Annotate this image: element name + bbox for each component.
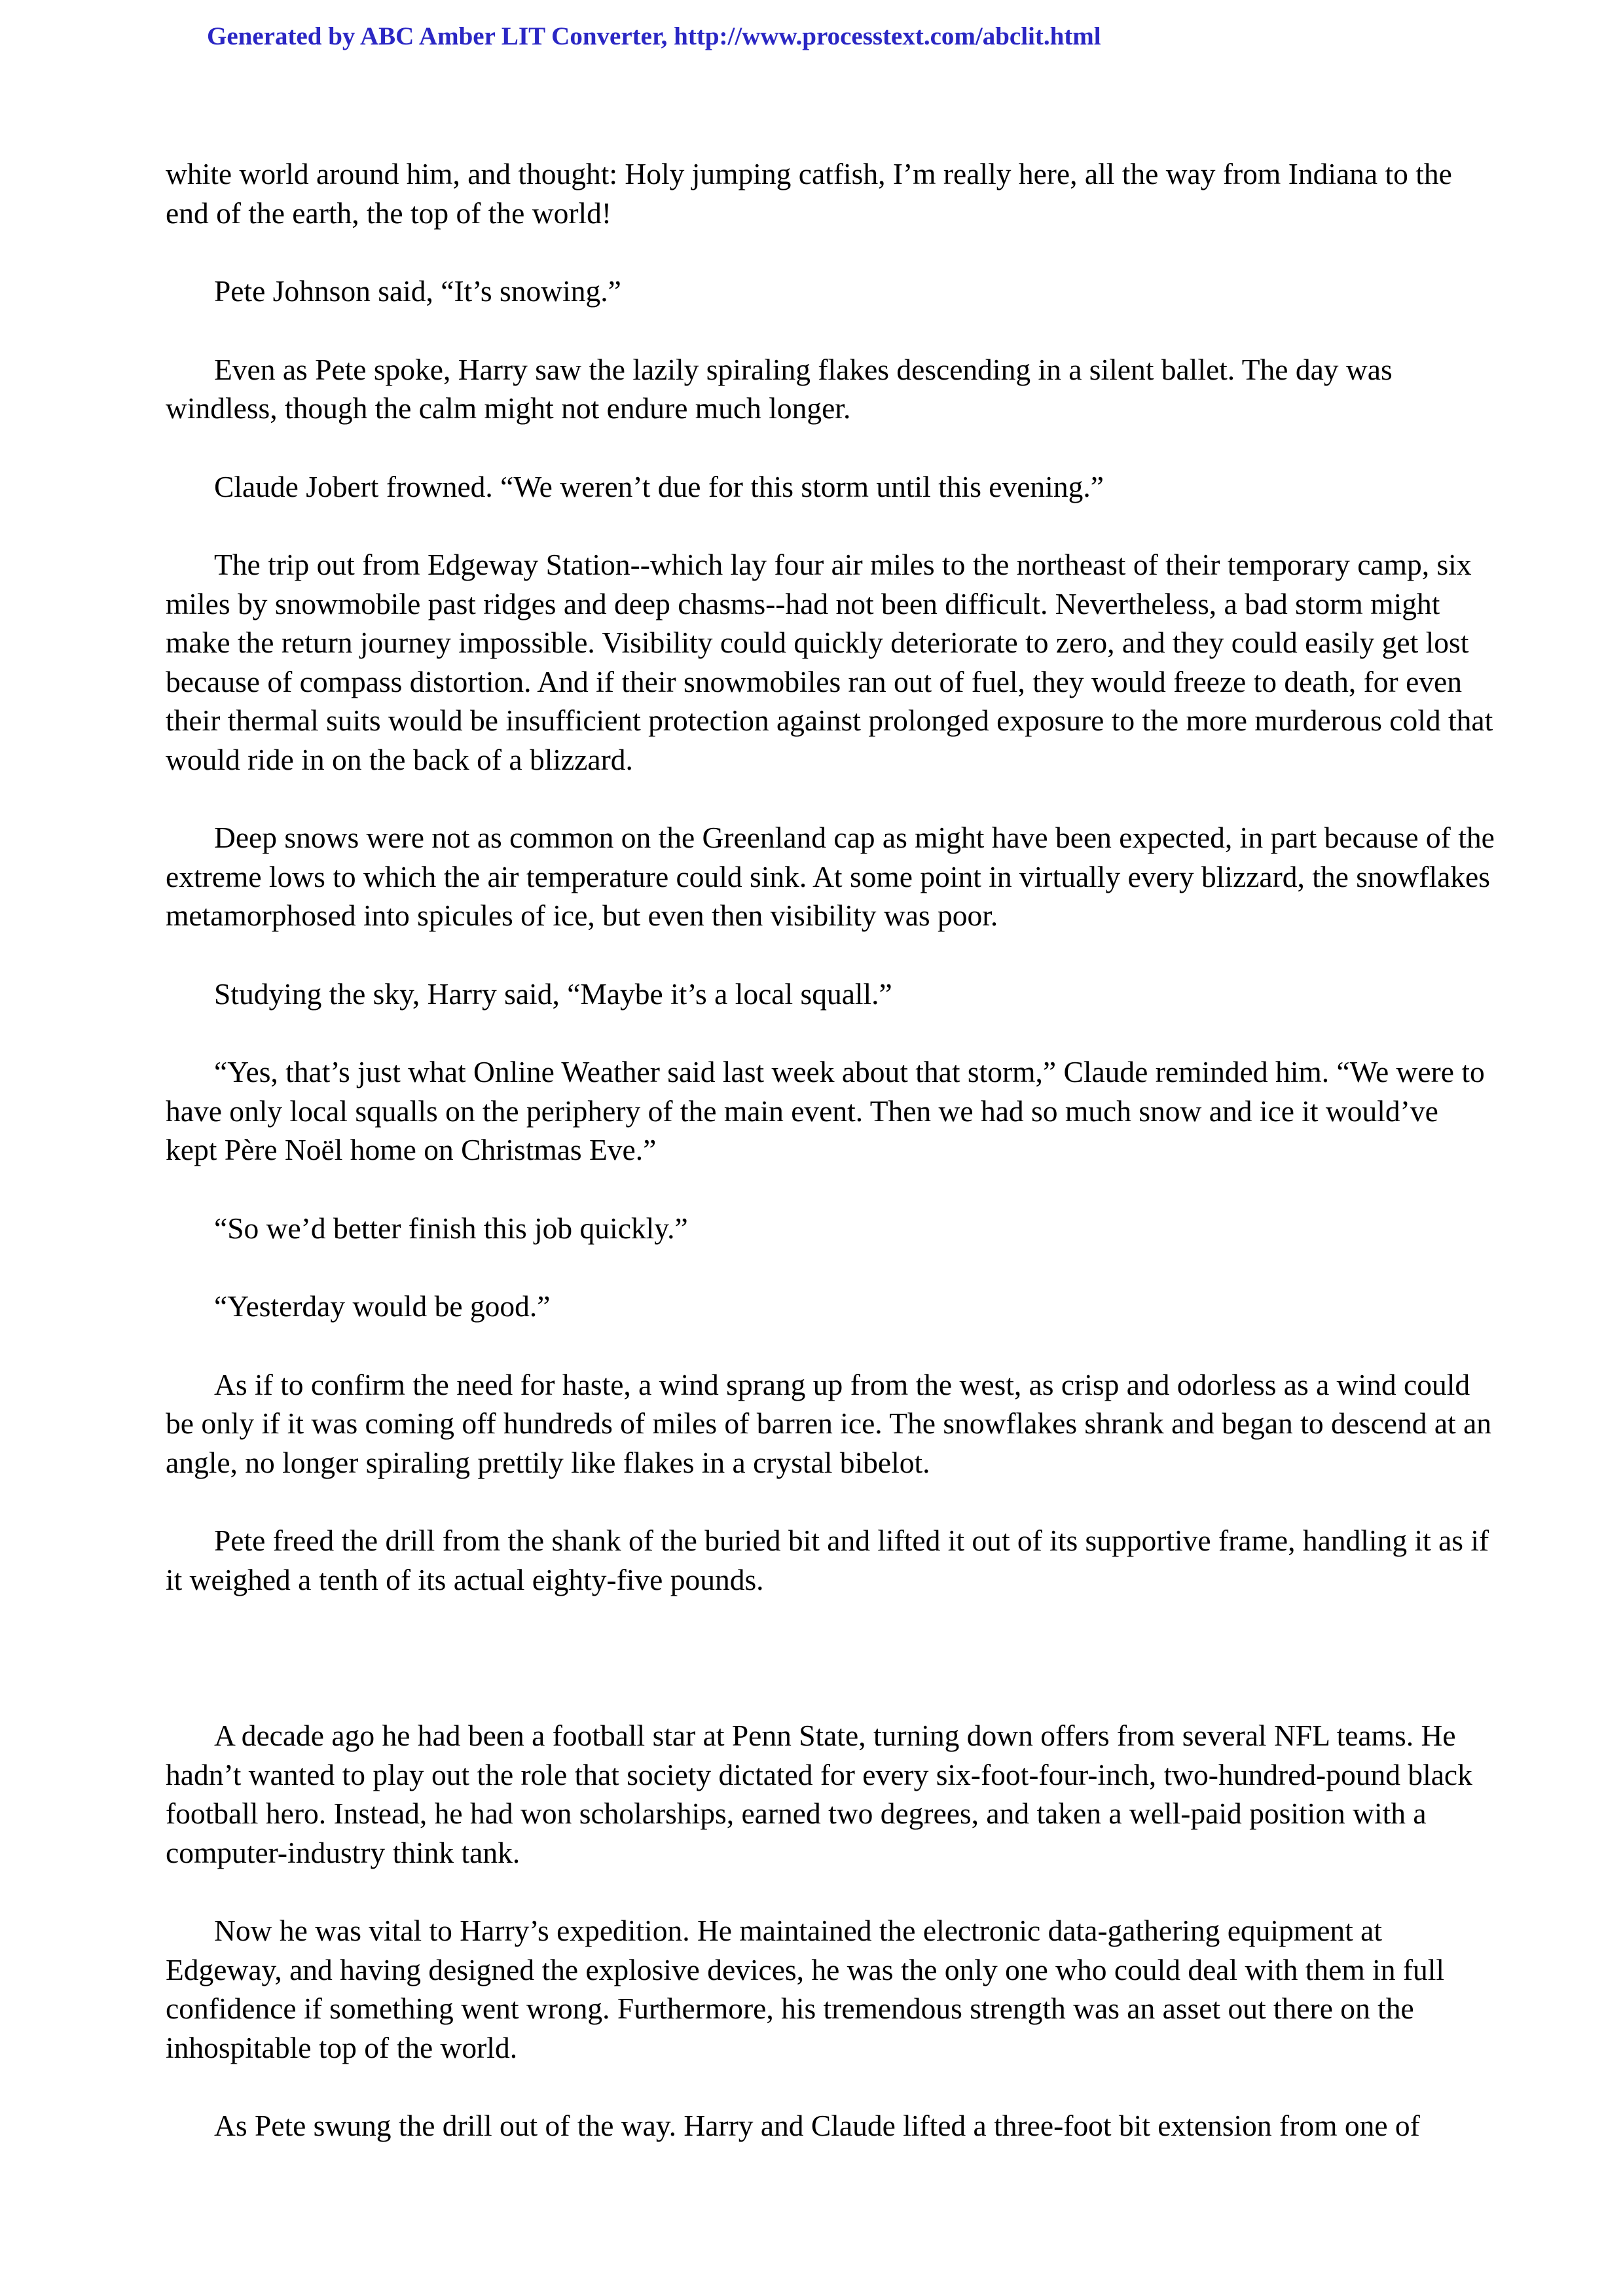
paragraph-3: Even as Pete spoke, Harry saw the lazily spiraling flakes descending in a silent ballet. The day was windless, though the calm might not endure much longer.: [166, 352, 1393, 425]
paragraph-8: “Yes, that’s just what Online Weather said last week about that storm,” Claude reminded him. “We were to have only local squalls on the periphery of the main event. Then we had so much snow and ice it would’ve kept Père Noël home on Christmas Eve.”: [166, 1055, 1485, 1166]
paragraph-10: “Yesterday would be good.”: [214, 1289, 551, 1323]
paragraph-4: Claude Jobert frowned. “We weren’t due for this storm until this evening.”: [214, 469, 1104, 503]
paragraph-13: A decade ago he had been a football star at Penn State, turning down offers from several NFL teams. He hadn’t wanted to play out the role that society dictated for every six-foot-four-inch, two-hundred-pound black football hero. Instead, he had won scholarships, earned two degrees, and taken a well-paid position with a computer-industry think tank.: [166, 1719, 1472, 1869]
paragraph-7: Studying the sky, Harry said, “Maybe it’s a local squall.”: [214, 977, 892, 1011]
converter-header: Generated by ABC Amber LIT Converter, http://www.processtext.com/abclit.html: [207, 22, 1101, 50]
paragraph-6: Deep snows were not as common on the Greenland cap as might have been expected, in part because of the extreme lows to which the air temperature could sink. At some point in virtually every blizzard, the snowflakes metamorphosed into spicules of ice, but even then visibility was poor.: [166, 821, 1495, 932]
paragraph-9: “So we’d better finish this job quickly.”: [214, 1211, 688, 1245]
paragraph-15: As Pete swung the drill out of the way. Harry and Claude lifted a three-foot bit extension from one of: [214, 2109, 1420, 2142]
paragraph-5: The trip out from Edgeway Station--which lay four air miles to the northeast of their temporary camp, six miles by snowmobile past ridges and deep chasms--had not been difficult. Nevertheless, a bad storm might make the return journey impossible. Visibility could quickly deteriorate to zero, and they could easily get lost because of compass distortion. And if their snowmobiles ran out of fuel, they would freeze to death, for even their thermal suits would be insufficient protection against prolonged exposure to the more murderous cold that would ride in on the back of a blizzard.: [166, 548, 1493, 776]
paragraph-11: As if to confirm the need for haste, a wind sprang up from the west, as crisp and odorless as a wind could be only if it was coming off hundreds of miles of barren ice. The snowflakes shrank and began to descend at an angle, no longer spiraling prettily like flakes in a crystal bibelot.: [166, 1367, 1492, 1479]
paragraph-1: white world around him, and thought: Holy jumping catfish, I’m really here, all the way from Indiana to the end of the earth, the top of the world!: [166, 157, 1452, 230]
page-body: [166, 154, 1495, 2145]
paragraph-12: Pete freed the drill from the shank of the buried bit and lifted it out of its supportive frame, handling it as if it weighed a tenth of its actual eighty-five pounds.: [166, 1524, 1489, 1596]
paragraph-2: Pete Johnson said, “It’s snowing.”: [214, 274, 621, 308]
paragraph-14: Now he was vital to Harry’s expedition. He maintained the electronic data-gathering equipment at Edgeway, and having designed the explosive devices, he was the only one who could deal with them in full confidence if something went wrong. Furthermore, his tremendous strength was an asset out there on the inhospitable top of the world.: [166, 1914, 1445, 2064]
